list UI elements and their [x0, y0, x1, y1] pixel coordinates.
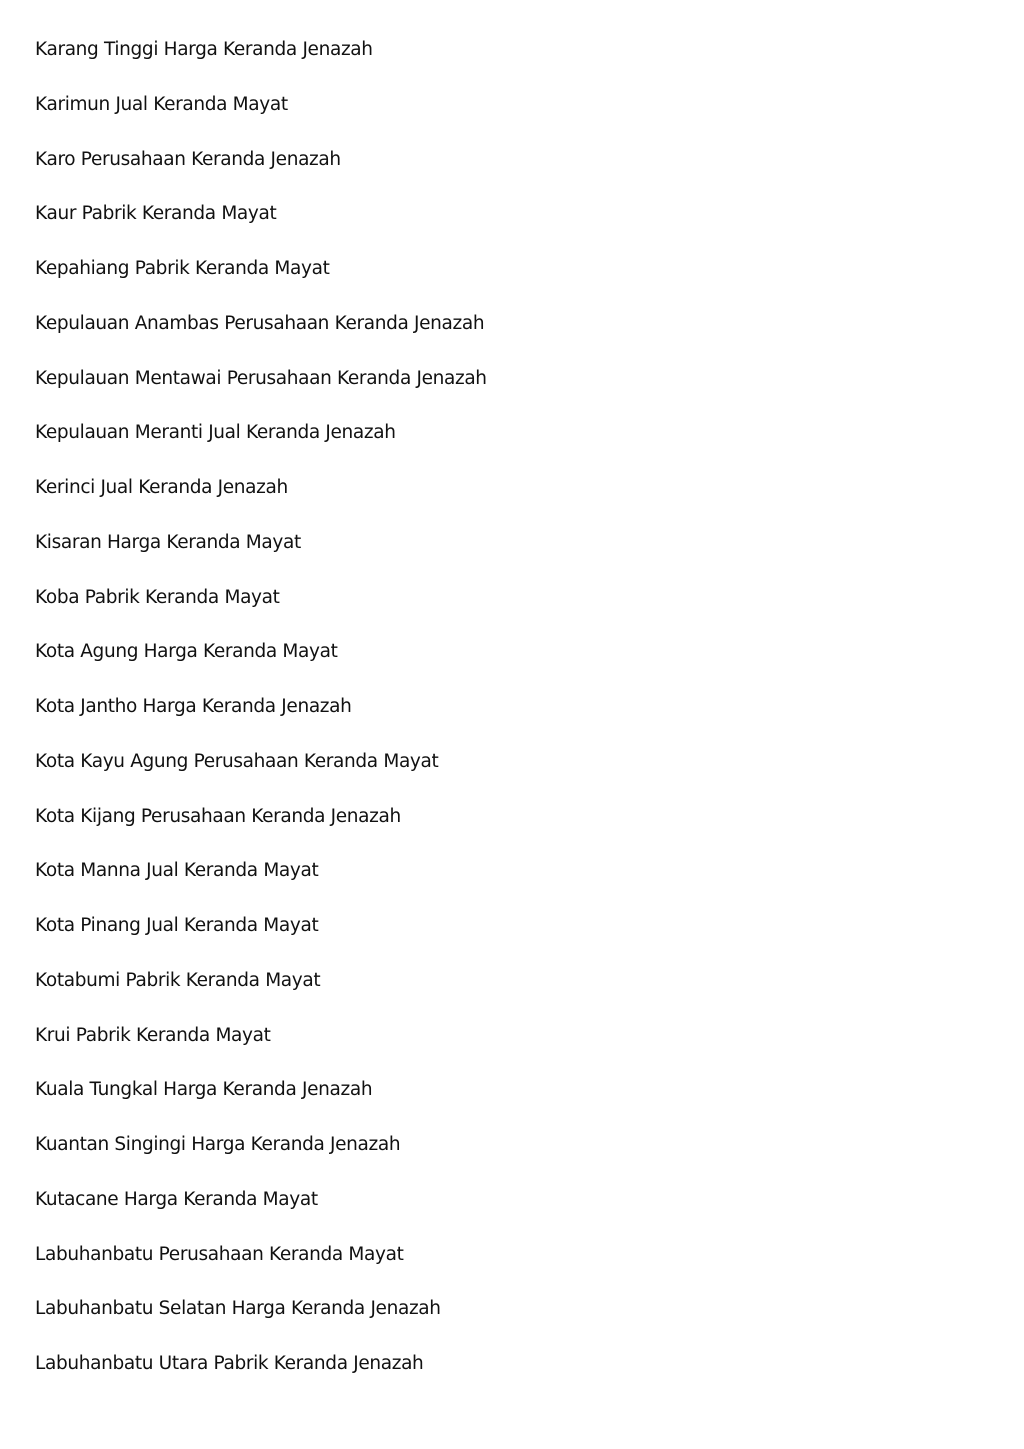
list-item: Kaur Pabrik Keranda Mayat [35, 203, 277, 225]
list-item: Kerinci Jual Keranda Jenazah [35, 477, 288, 498]
list-item: Kuala Tungkal Harga Keranda Jenazah [35, 1079, 373, 1101]
list-item: Kota Kayu Agung Perusahaan Keranda Mayat [35, 750, 439, 772]
list-item: Kepulauan Anambas Perusahaan Keranda Jenazah [35, 312, 485, 334]
list-item: Labuhanbatu Selatan Harga Keranda Jenazah [35, 1298, 441, 1320]
list-item: Kepulauan Mentawai Perusahaan Keranda Jenazah [35, 367, 487, 389]
list-item: Kota Jantho Harga Keranda Jenazah [35, 696, 352, 717]
list-item: Karo Perusahaan Keranda Jenazah [35, 148, 341, 170]
list-item: Kota Manna Jual Keranda Mayat [35, 860, 319, 882]
list-item: Kota Kijang Perusahaan Keranda Jenazah [35, 805, 401, 827]
list-item: Kuantan Singingi Harga Keranda Jenazah [35, 1134, 401, 1155]
list-item: Kepulauan Meranti Jual Keranda Jenazah [35, 422, 396, 444]
list-item: Kota Pinang Jual Keranda Mayat [35, 915, 319, 936]
list-item: Labuhanbatu Utara Pabrik Keranda Jenazah [35, 1353, 424, 1374]
list-item: Kotabumi Pabrik Keranda Mayat [35, 969, 321, 991]
list-item: Koba Pabrik Keranda Mayat [35, 586, 280, 608]
list-item: Labuhanbatu Perusahaan Keranda Mayat [35, 1243, 404, 1265]
list-item: Karimun Jual Keranda Mayat [35, 93, 288, 115]
list-item: Kota Agung Harga Keranda Mayat [35, 641, 338, 663]
entry-list [35, 36, 487, 1405]
list-item: Kutacane Harga Keranda Mayat [35, 1188, 318, 1210]
list-item: Krui Pabrik Keranda Mayat [35, 1024, 271, 1046]
list-item: Karang Tinggi Harga Keranda Jenazah [35, 39, 373, 60]
list-item: Kepahiang Pabrik Keranda Mayat [35, 258, 330, 279]
list-item: Kisaran Harga Keranda Mayat [35, 531, 301, 553]
